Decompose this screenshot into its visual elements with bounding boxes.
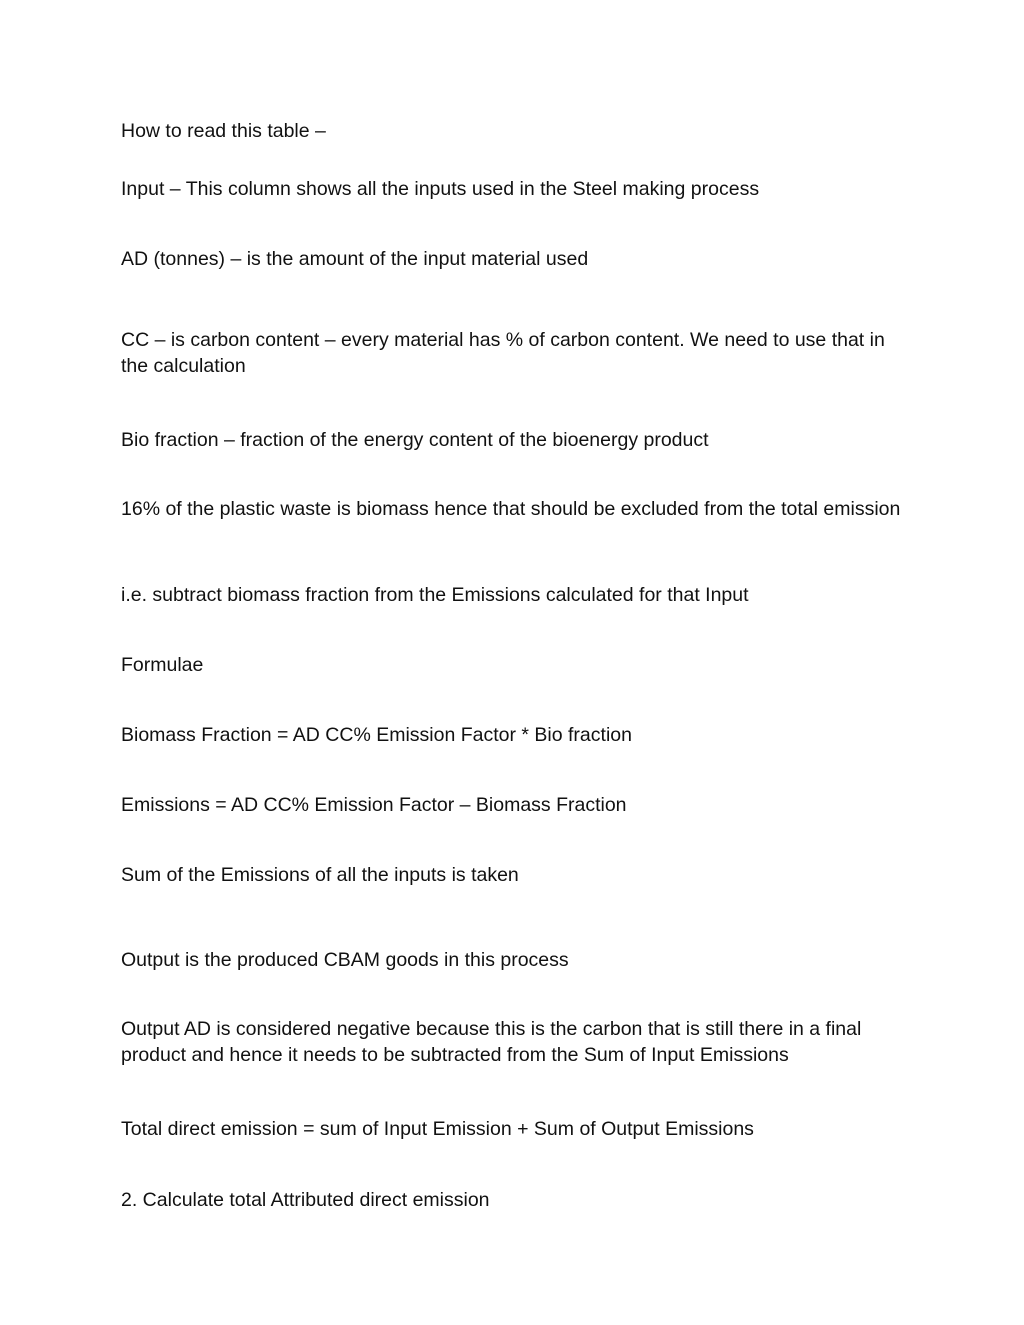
paragraph-ad-tonnes: AD (tonnes) – is the amount of the input material used <box>121 248 589 270</box>
paragraph-output: Output is the produced CBAM goods in this process <box>121 949 569 971</box>
paragraph-plastic-waste: 16% of the plastic waste is biomass hence that should be excluded from the total emission <box>121 498 901 520</box>
paragraph-bio-fraction: Bio fraction – fraction of the energy content of the bioenergy product <box>121 429 709 451</box>
paragraph-sum-emissions: Sum of the Emissions of all the inputs is taken <box>121 864 519 886</box>
heading-attributed-direct-emission: 2. Calculate total Attributed direct emission <box>121 1189 490 1211</box>
paragraph-input: Input – This column shows all the inputs used in the Steel making process <box>121 178 760 200</box>
paragraph-carbon-content: CC – is carbon content – every material has % of carbon content. We need to use that in the calculation <box>121 329 885 377</box>
formula-total-direct-emission: Total direct emission = sum of Input Emission + Sum of Output Emissions <box>121 1118 754 1140</box>
formula-biomass-fraction: Biomass Fraction = AD CC% Emission Factor * Bio fraction <box>121 724 632 746</box>
heading-how-to-read: How to read this table – <box>121 120 326 142</box>
heading-formulae: Formulae <box>121 654 204 676</box>
paragraph-output-ad: Output AD is considered negative because this is the carbon that is still there in a final product and hence it needs to be subtracted from the Sum of Input Emissions <box>121 1018 862 1066</box>
formula-emissions: Emissions = AD CC% Emission Factor – Biomass Fraction <box>121 794 627 816</box>
paragraph-subtract-biomass: i.e. subtract biomass fraction from the Emissions calculated for that Input <box>121 584 749 606</box>
